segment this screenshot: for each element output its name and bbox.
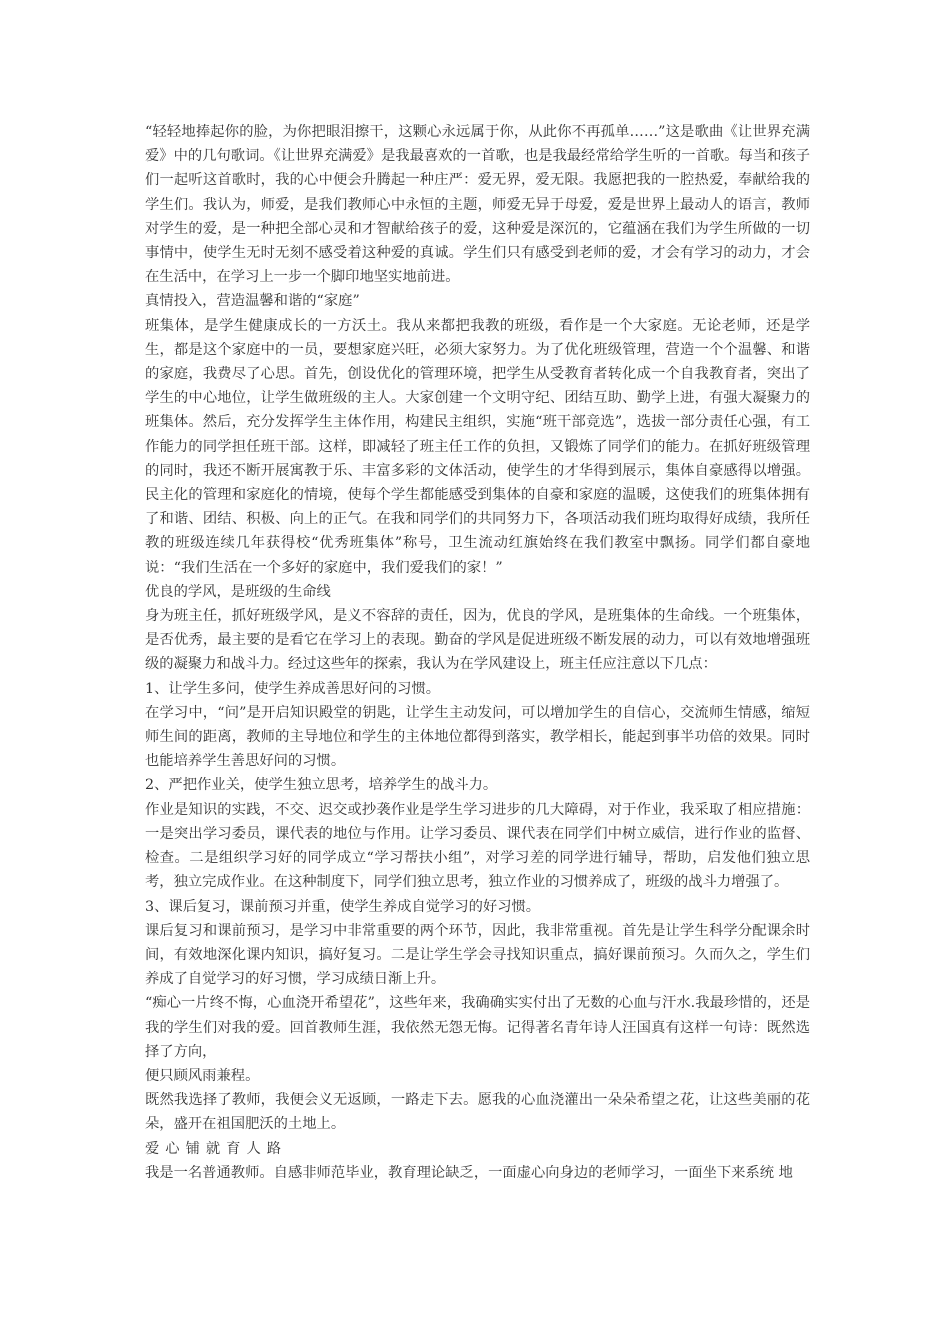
point-2-heading: 2、严把作业关，使学生独立思考，培养学生的战斗力。 <box>145 777 498 794</box>
family-paragraph: 班集体，是学生健康成长的一方沃土。我从来都把我教的班级，看作是一个大家庭。无论老师，还是学生，都是这个家庭中的一员，要想家庭兴旺，必须大家努力。为了优化班级管理，营造一个个温馨、和谐的家庭，我费尽了心思。首先，创设优化的管理环境，把学生从受教育者转化成一个自我教育者，突出了学生的中心地位，让学生做班级的主人。大家创建一个文明守纪、团结互助、勤学上进，有强大凝聚力的班集体。然后，充分发挥学生主体作用，构建民主组织，实施“班干部竞选”，选拔一部分责任心强，有工作能力的同学担任班干部。这样，即减轻了班主任工作的负担，又锻炼了同学们的能力。在抓好班级管理的同时，我还不断开展寓教于乐、丰富多彩的文体活动，使学生的才华得到展示，集体自豪感得以增强。民主化的管理和家庭化的情境，使每个学生都能感受到集体的自豪和家庭的温暖，这使我们的班集体拥有了和谐、团结、积极、向上的正气。在我和同学们的共同努力下，各项活动我们班均取得好成绩，我所任教的班级连续几年获得校“优秀班集体”称号，卫生流动红旗始终在我们教室中飘扬。同学们都自豪地说：“我们生活在一个多好的家庭中，我们爱我们的家！” <box>145 317 810 576</box>
point-3-paragraph: 课后复习和课前预习，是学习中非常重要的两个环节，因此，我非常重视。首先是让学生科学分配课余时间，有效地深化课内知识，搞好复习。二是让学生学会寻找知识重点，搞好课前预习。久而久之，学生们养成了自觉学习的好习惯，学习成绩日渐上升。 <box>145 922 810 988</box>
point-1-paragraph: 在学习中，“问”是开启知识殿堂的钥匙，让学生主动发问，可以增加学生的自信心，交流师生情感，缩短师生间的距离，教师的主导地位和学生的主体地位都得到落实，教学相长，能起到事半功倍的效果。同时也能培养学生善思好问的习惯。 <box>145 704 810 770</box>
poem-line: 便只顾风雨兼程。 <box>145 1067 260 1084</box>
study-style-paragraph: 身为班主任，抓好班级学风，是义不容辞的责任，因为，优良的学风，是班集体的生命线。一个班集体，是否优秀，最主要的是看它在学习上的表现。勤奋的学风是促进班级不断发展的动力，可以有效地增强班级的凝聚力和战斗力。经过这些年的探索，我认为在学风建设上，班主任应注意以下几点： <box>145 608 810 673</box>
section-heading-study-style: 优良的学风，是班级的生命线 <box>145 583 331 600</box>
conclusion-paragraph: 既然我选择了教师，我便会义无返顾，一路走下去。愿我的心血浇灌出一朵朵希望之花，让这些美丽的花朵，盛开在祖国肥沃的土地上。 <box>145 1092 810 1133</box>
intro-paragraph: “轻轻地捧起你的脸，为你把眼泪擦干，这颗心永远属于你，从此你不再孤单……”这是歌曲《让世界充满爱》中的几句歌词。《让世界充满爱》是我最喜欢的一首歌，也是我最经常给学生听的一首歌。每当和孩子们一起听这首歌时，我的心中便会升腾起一种庄严：爱无界，爱无限。我愿把我的一腔热爱，奉献给我的学生们。我认为，师爱，是我们教师心中永恒的主题，师爱无异于母爱，爱是世界上最动人的语言，教师对学生的爱，是一种把全部心灵和才智献给孩子的爱，这种爱是深沉的，它蕴涵在我们为学生所做的一切事情中，使学生无时无刻不感受着这种爱的真诚。学生们只有感受到老师的爱，才会有学习的动力，才会在生活中，在学习上一步一个脚印地坚实地前进。 <box>145 124 810 286</box>
point-1-heading: 1、让学生多问，使学生养成善思好问的习惯。 <box>145 680 441 697</box>
section-heading-family: 真情投入，营造温馨和谐的“家庭” <box>145 293 360 310</box>
section-heading-love: 爱心铺就育人路 <box>145 1140 288 1157</box>
reflection-paragraph: “痴心一片终不悔，心血浇开希望花”，这些年来，我确确实实付出了无数的心血与汗水.我最珍惜的，还是我的学生们对我的爱。回首教师生涯，我依然无怨无悔。记得著名青年诗人汪国真有这样一句诗：既然选择了方向， <box>145 995 810 1060</box>
document-page <box>145 120 810 1185</box>
point-3-heading: 3、课后复习，课前预习并重，使学生养成自觉学习的好习惯。 <box>145 898 541 915</box>
love-paragraph: 我是一名普通教师。自感非师范毕业，教育理论缺乏，一面虚心向身边的老师学习，一面坐下来系统 地 <box>145 1164 793 1181</box>
point-2-paragraph: 作业是知识的实践，不交、迟交或抄袭作业是学生学习进步的几大障碍，对于作业，我采取了相应措施：一是突出学习委员，课代表的地位与作用。让学习委员、课代表在同学们中树立威信，进行作业的监督、检查。二是组织学习好的同学成立“学习帮扶小组”，对学习差的同学进行辅导，帮助，启发他们独立思考，独立完成作业。在这种制度下，同学们独立思考，独立作业的习惯养成了，班级的战斗力增强了。 <box>145 801 810 891</box>
